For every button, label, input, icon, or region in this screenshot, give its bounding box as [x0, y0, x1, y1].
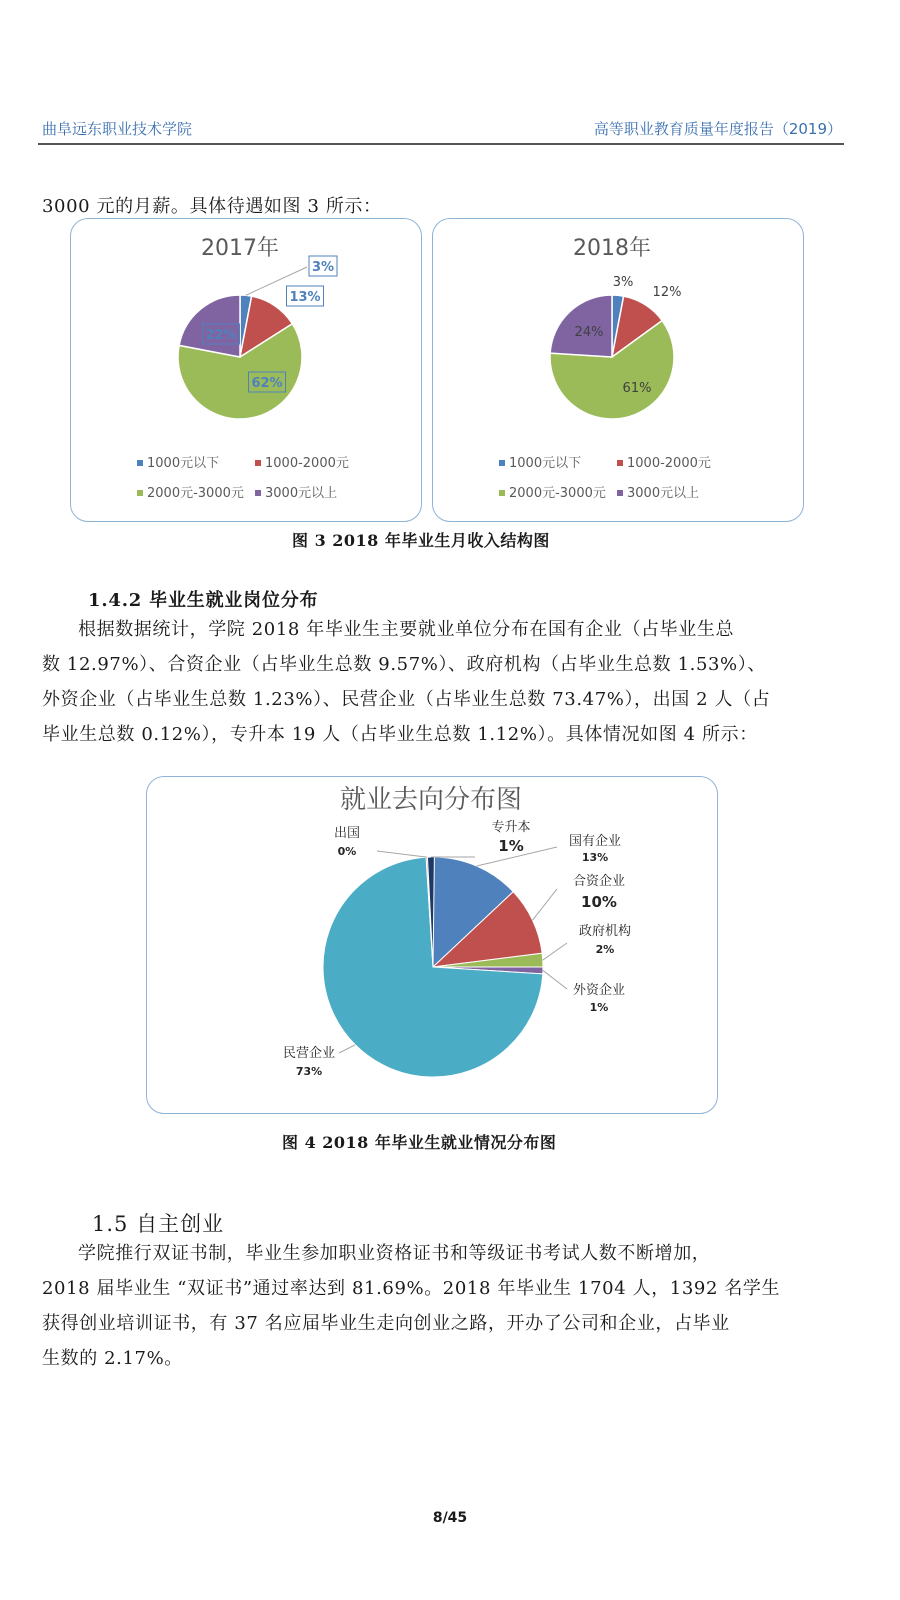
legend-item: 1000-2000元	[265, 456, 349, 471]
category-label: 外资企业	[572, 983, 626, 998]
slice-label: 22%	[205, 328, 237, 343]
paragraph-line: 2018 届毕业生 “双证书”通过率达到 81.69%。2018 年毕业生 1704 人，1392 名学生	[42, 1278, 781, 1299]
leader-line	[543, 943, 567, 960]
header-divider	[38, 143, 844, 145]
section-15-paragraph	[42, 1236, 822, 1376]
chart-title: 就业去向分布图	[339, 785, 523, 815]
pie-slice	[179, 295, 240, 357]
employment-chart-box	[146, 776, 718, 1114]
legend-marker	[617, 460, 623, 466]
leader-line	[543, 970, 567, 989]
chart-title: 2018年	[573, 236, 651, 261]
pie-chart-2017	[71, 219, 421, 521]
percent-label: 2%	[595, 943, 615, 956]
chart-2018-box	[432, 218, 804, 522]
slice-label: 61%	[622, 381, 652, 396]
figure4-caption: 图 4 2018 年毕业生就业情况分布图	[282, 1133, 557, 1152]
lead-text: 3000 元的月薪。具体待遇如图 3 所示：	[42, 196, 382, 217]
header-school-name: 曲阜远东职业技术学院	[42, 120, 193, 138]
slice-label: 12%	[652, 285, 682, 300]
section-15-title: 1.5 自主创业	[92, 1212, 225, 1236]
legend-item: 1000元以下	[147, 456, 220, 471]
slice-label: 3%	[311, 260, 335, 275]
slice-label: 62%	[251, 376, 283, 391]
header-report-title: 高等职业教育质量年度报告（2019）	[593, 120, 842, 138]
category-label: 合资企业	[572, 874, 626, 889]
percent-label: 73%	[295, 1065, 323, 1078]
legend-marker	[499, 490, 505, 496]
slice-label: 13%	[289, 290, 321, 305]
paragraph-line: 外资企业（占毕业生总数 1.23%）、民营企业（占毕业生总数 73.47%），出国 2 人（占	[42, 689, 771, 710]
paragraph-line: 生数的 2.17%。	[42, 1348, 183, 1369]
paragraph-line: 毕业生总数 0.12%），专升本 19 人（占毕业生总数 1.12%）。具体情况如图 4 所示：	[42, 724, 758, 745]
category-label: 国有企业	[568, 834, 622, 849]
legend-marker	[617, 490, 623, 496]
percent-label: 0%	[337, 845, 357, 858]
legend-item: 1000元以下	[509, 456, 582, 471]
slice-label: 3%	[612, 275, 634, 290]
section-142-title: 1.4.2 毕业生就业岗位分布	[88, 590, 319, 611]
pie-chart-2018	[433, 219, 803, 521]
chart-2017-box	[70, 218, 422, 522]
legend-marker	[255, 460, 261, 466]
slice-label: 24%	[574, 325, 604, 340]
legend-item: 2000元-3000元	[147, 486, 244, 501]
legend-marker	[137, 460, 143, 466]
category-label: 专升本	[491, 820, 531, 835]
legend-item: 2000元-3000元	[509, 486, 606, 501]
percent-label: 1%	[589, 1001, 609, 1014]
section-142-paragraph	[42, 612, 822, 752]
percent-label: 13%	[581, 851, 609, 864]
legend-marker	[255, 490, 261, 496]
chart-title: 2017年	[201, 236, 279, 261]
figure3-caption: 图 3 2018 年毕业生月收入结构图	[292, 531, 550, 550]
legend-item: 1000-2000元	[627, 456, 711, 471]
paragraph-line: 数 12.97%）、合资企业（占毕业生总数 9.57%）、政府机构（占毕业生总数 1.53%）、	[42, 654, 766, 675]
category-label: 民营企业	[282, 1046, 336, 1061]
leader-line	[339, 1045, 355, 1053]
paragraph-line: 获得创业培训证书，有 37 名应届毕业生走向创业之路，开办了公司和企业，占毕业	[42, 1313, 730, 1334]
percent-label: 1%	[498, 837, 524, 855]
employment-pie-chart	[147, 777, 717, 1113]
leader-line	[533, 889, 557, 920]
legend-marker	[499, 460, 505, 466]
paragraph-line: 根据数据统计，学院 2018 年毕业生主要就业单位分布在国有企业（占毕业生总	[78, 619, 735, 640]
page-number: 8/45	[432, 1510, 468, 1526]
legend-item: 3000元以上	[627, 486, 700, 501]
legend-item: 3000元以上	[265, 486, 338, 501]
legend-marker	[137, 490, 143, 496]
leader-line	[377, 851, 427, 857]
category-label: 出国	[333, 826, 361, 841]
percent-label: 10%	[581, 893, 617, 911]
category-label: 政府机构	[578, 924, 632, 939]
paragraph-line: 学院推行双证书制，毕业生参加职业资格证书和等级证书考试人数不断增加，	[78, 1243, 711, 1264]
